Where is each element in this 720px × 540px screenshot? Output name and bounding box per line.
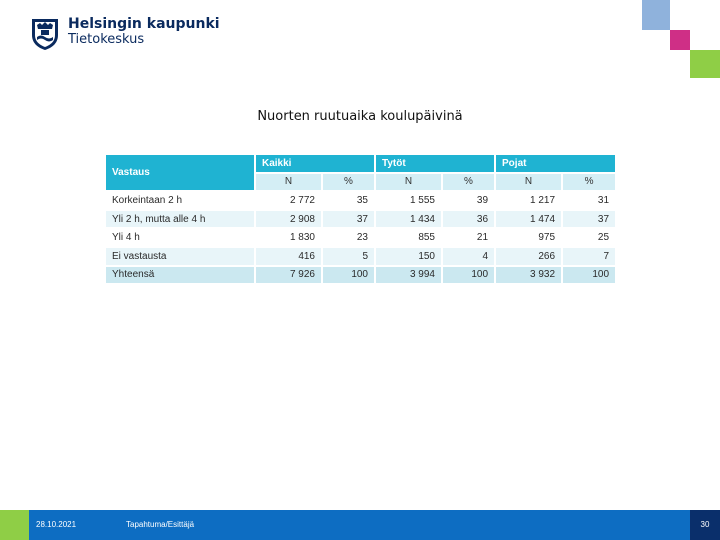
cell-value: 5 xyxy=(322,247,375,266)
cell-value: 266 xyxy=(495,247,562,266)
decor-square-blue xyxy=(642,0,670,30)
cell-value: 21 xyxy=(442,228,495,247)
table-row xyxy=(105,228,616,247)
subheader-percent: % xyxy=(442,173,495,192)
table-total-row xyxy=(105,266,616,285)
subheader-n: N xyxy=(375,173,442,192)
cell-value: 31 xyxy=(562,191,616,210)
page-number: 30 xyxy=(700,520,710,529)
cell-value: 25 xyxy=(562,228,616,247)
row-label: Ei vastausta xyxy=(105,247,255,266)
helsinki-crest-icon xyxy=(30,17,60,51)
cell-value: 100 xyxy=(442,266,495,285)
cell-value: 1 474 xyxy=(495,210,562,229)
table-row xyxy=(105,210,616,229)
cell-value: 100 xyxy=(562,266,616,285)
header-kaikki: Kaikki xyxy=(255,154,375,173)
cell-value: 23 xyxy=(322,228,375,247)
cell-value: 416 xyxy=(255,247,322,266)
row-label: Yli 4 h xyxy=(105,228,255,247)
cell-value: 1 434 xyxy=(375,210,442,229)
footer-bar xyxy=(0,510,720,540)
subheader-n: N xyxy=(255,173,322,192)
cell-value: 7 xyxy=(562,247,616,266)
footer-event: Tapahtuma/Esittäjä xyxy=(126,520,195,529)
page-title: Nuorten ruutuaika koulupäivinä xyxy=(257,109,463,124)
subheader-percent: % xyxy=(562,173,616,192)
helsinki-logo xyxy=(30,17,220,51)
cell-value: 975 xyxy=(495,228,562,247)
row-label: Yhteensä xyxy=(105,266,255,285)
cell-value: 35 xyxy=(322,191,375,210)
cell-value: 150 xyxy=(375,247,442,266)
subheader-n: N xyxy=(495,173,562,192)
cell-value: 4 xyxy=(442,247,495,266)
table-row xyxy=(105,247,616,266)
row-label: Korkeintaan 2 h xyxy=(105,191,255,210)
cell-value: 7 926 xyxy=(255,266,322,285)
header-tytot: Tytöt xyxy=(375,154,495,173)
decor-square-pink xyxy=(670,30,690,50)
decor-square-green xyxy=(690,50,720,78)
cell-value: 3 994 xyxy=(375,266,442,285)
table-header-row xyxy=(105,154,616,173)
cell-value: 37 xyxy=(322,210,375,229)
cell-value: 1 555 xyxy=(375,191,442,210)
cell-value: 100 xyxy=(322,266,375,285)
cell-value: 3 932 xyxy=(495,266,562,285)
cell-value: 1 830 xyxy=(255,228,322,247)
cell-value: 1 217 xyxy=(495,191,562,210)
footer-accent-green xyxy=(0,510,29,540)
cell-value: 36 xyxy=(442,210,495,229)
logo-subtitle: Tietokeskus xyxy=(68,31,145,47)
header-pojat: Pojat xyxy=(495,154,616,173)
table-row xyxy=(105,191,616,210)
row-label: Yli 2 h, mutta alle 4 h xyxy=(105,210,255,229)
cell-value: 2 772 xyxy=(255,191,322,210)
footer-date: 28.10.2021 xyxy=(36,520,77,529)
logo-name: Helsingin kaupunki xyxy=(68,16,220,32)
screen-time-table xyxy=(104,153,617,285)
cell-value: 855 xyxy=(375,228,442,247)
header-vastaus: Vastaus xyxy=(105,154,255,191)
cell-value: 39 xyxy=(442,191,495,210)
cell-value: 37 xyxy=(562,210,616,229)
subheader-percent: % xyxy=(322,173,375,192)
cell-value: 2 908 xyxy=(255,210,322,229)
